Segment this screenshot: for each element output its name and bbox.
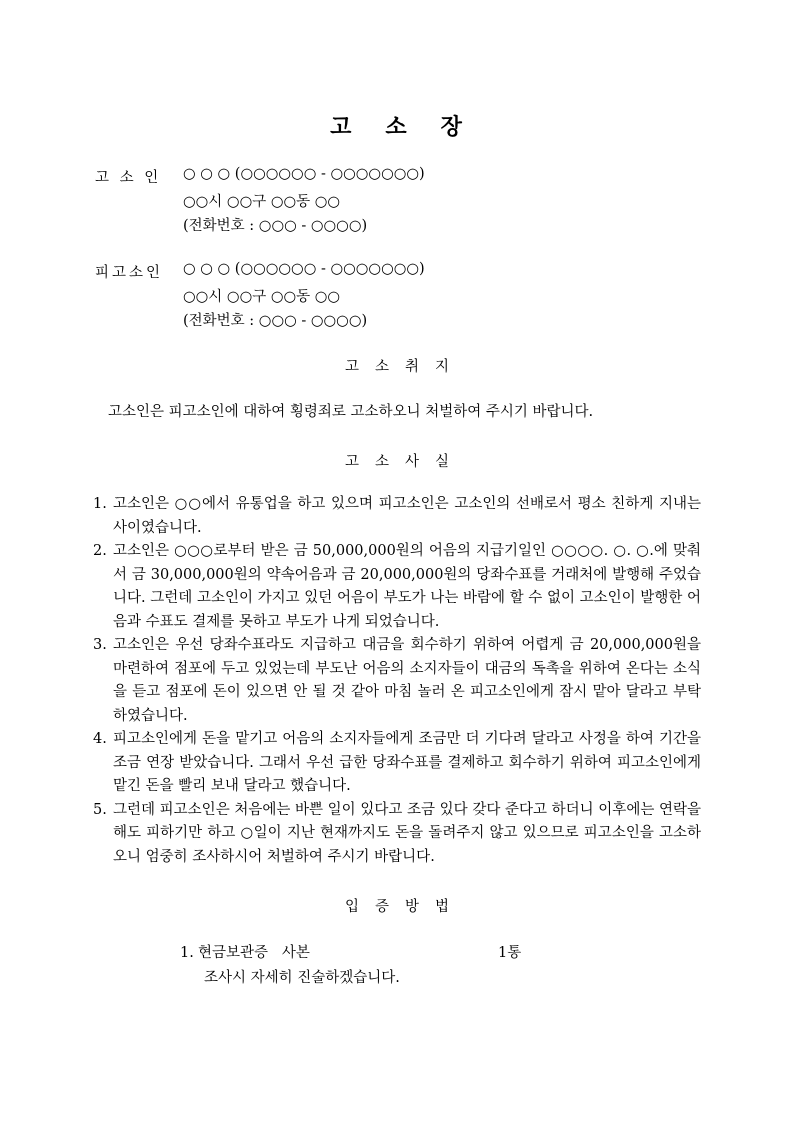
fact-text: 피고소인에게 돈을 맡기고 어음의 소지자들에게 조금만 더 기다려 달라고 사정을 하여 기간을 조금 연장 받았습니다. 그래서 우선 급한 당좌수표를 결제하고 회수하기 위하여 피고소인에게 맡긴 돈을 빨리 보내 달라고 했습니다. xyxy=(113,731,701,794)
title-char: 장 xyxy=(440,114,464,140)
heading-char: 취 xyxy=(405,359,420,375)
evidence-item xyxy=(180,941,522,962)
heading-char: 법 xyxy=(435,899,450,915)
purpose-heading xyxy=(0,355,794,376)
title-char: 고 xyxy=(330,114,354,140)
list-item xyxy=(93,799,701,870)
document-title xyxy=(0,110,794,141)
heading-char: 고 xyxy=(344,454,359,470)
closing-note: 조사시 자세히 진술하겠습니다. xyxy=(204,970,400,986)
evidence-quantity: 1통 xyxy=(498,945,522,961)
evidence-number: 1. xyxy=(180,945,194,961)
heading-char: 소 xyxy=(374,454,389,470)
fact-number: 5. xyxy=(93,801,107,818)
fact-text: 고소인은 우선 당좌수표라도 지급하고 대금을 회수하기 위하여 어렵게 금 20,000,000원을 마련하여 점포에 두고 있었는데 부도난 어음의 소지자들이 대금의 독촉을 위하여 온다는 소식을 듣고 점포에 돈이 있으면 안 될 것 같아 마침 놀러 온 피고소인에게 잠시 맡아 달라고 부탁하였습니다. xyxy=(113,637,701,724)
heading-char: 사 xyxy=(405,454,420,470)
heading-char: 증 xyxy=(374,899,389,915)
heading-char: 지 xyxy=(435,359,450,375)
list-item xyxy=(93,728,701,799)
facts-heading xyxy=(0,450,794,471)
defendant-name-line: ○ ○ ○ (○○○○○○ - ○○○○○○○) xyxy=(183,261,425,277)
complainant-role: 고 소 인 xyxy=(95,170,162,186)
fact-text: 고소인은 ○○에서 유통업을 하고 있으며 피고소인은 고소인의 선배로서 평소 친하게 지내는 사이였습니다. xyxy=(113,496,701,536)
fact-number: 1. xyxy=(93,496,107,512)
list-item xyxy=(93,634,701,728)
heading-char: 실 xyxy=(435,454,450,470)
list-item xyxy=(93,540,701,634)
complainant-address-line: ○○시 ○○구 ○○동 ○○ xyxy=(183,194,341,210)
purpose-text: 고소인은 피고소인에 대하여 횡령죄로 고소하오니 처벌하여 주시기 바랍니다. xyxy=(108,404,594,420)
heading-char: 소 xyxy=(374,359,389,375)
fact-text: 고소인은 ○○○로부터 받은 금 50,000,000원의 어음의 지급기일인 ○○○○. ○. ○.에 맞춰서 금 30,000,000원의 약속어음과 금 20,000,000원의 당좌수표를 거래처에 발행해 주었습니다. 그런데 고소인이 가지고 있던 어음이 부도가 나는 바람에 할 수 없이 고소인이 발행한 어음과 수표도 결제를 못하고 부도가 나게 되었습니다. xyxy=(113,543,701,630)
title-char: 소 xyxy=(385,114,409,140)
heading-char: 고 xyxy=(344,359,359,375)
heading-char: 방 xyxy=(405,899,420,915)
heading-char: 입 xyxy=(344,899,359,915)
evidence-label: 현금보관증 사본 xyxy=(198,945,310,961)
list-item xyxy=(93,493,701,540)
fact-number: 4. xyxy=(93,731,107,747)
defendant-phone-line: (전화번호 : ○○○ - ○○○○) xyxy=(183,313,368,329)
evidence-heading xyxy=(0,895,794,916)
defendant-address-line: ○○시 ○○구 ○○동 ○○ xyxy=(183,289,341,305)
fact-text: 그런데 피고소인은 처음에는 바쁜 일이 있다고 조금 있다 갖다 준다고 하더니 이후에는 연락을 해도 피하기만 하고 ○일이 지난 현재까지도 돈을 돌려주지 않고 있으므로 피고소인을 고소하오니 엄중히 조사하시어 처벌하여 주시기 바랍니다. xyxy=(113,801,701,865)
complainant-name-line: ○ ○ ○ (○○○○○○ - ○○○○○○○) xyxy=(183,166,425,182)
fact-number: 3. xyxy=(93,637,107,653)
defendant-role: 피고소인 xyxy=(95,265,164,281)
complainant-phone-line: (전화번호 : ○○○ - ○○○○) xyxy=(183,218,368,234)
fact-number: 2. xyxy=(93,543,107,559)
facts-list xyxy=(93,493,701,869)
